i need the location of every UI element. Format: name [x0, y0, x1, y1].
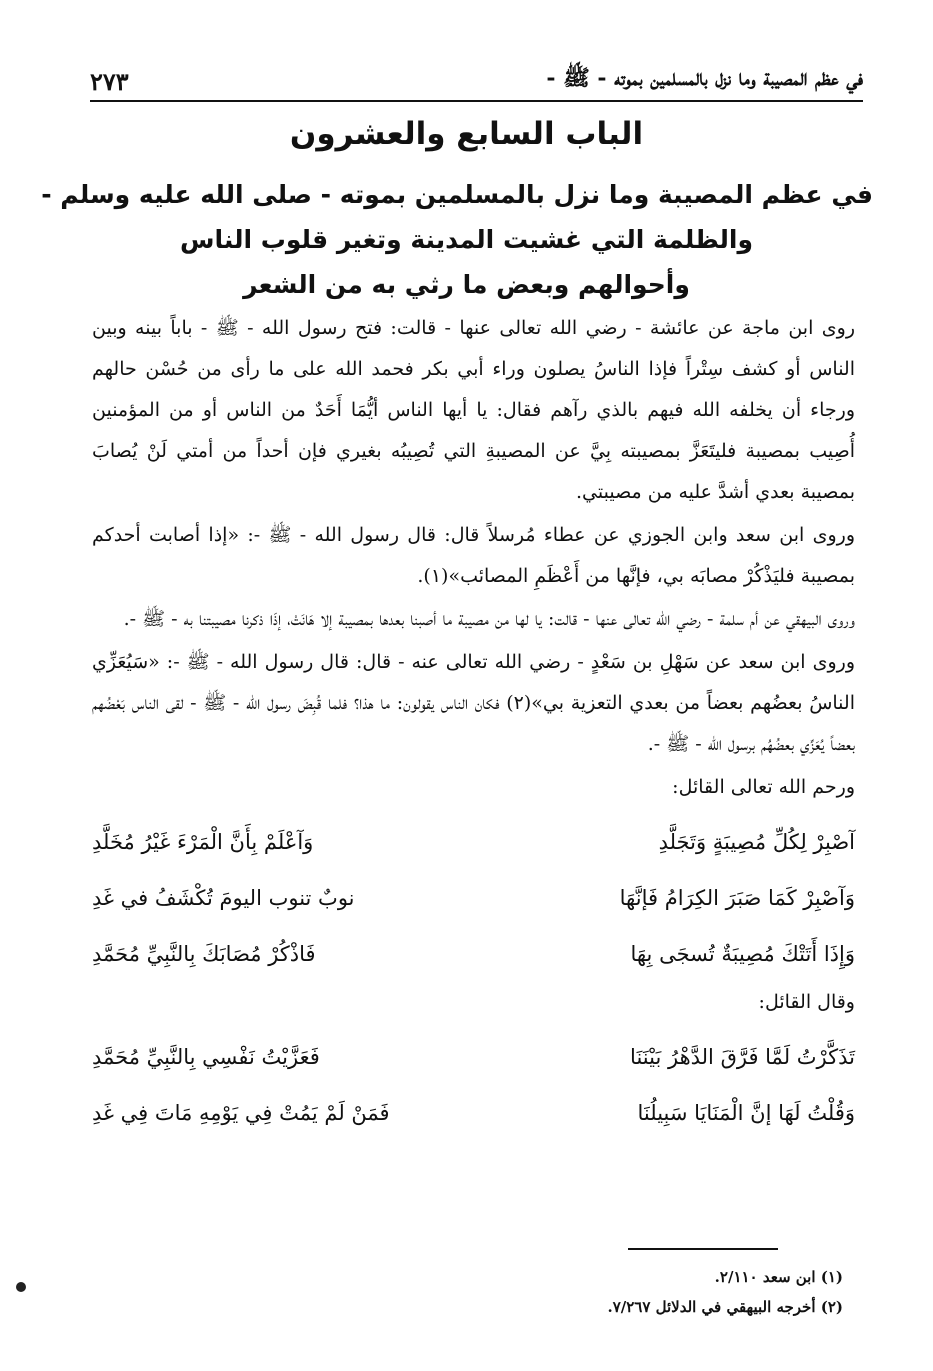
chapter-title: الباب السابع والعشرون — [289, 116, 644, 152]
subtitle-line: في عظم المصيبة وما نزل بالمسلمين بموته - صلى الله عليه وسلم - — [41, 180, 873, 209]
poem-verse — [92, 926, 855, 982]
poem — [92, 814, 855, 982]
body-text — [92, 308, 855, 1141]
verse-first-hemistich: آصْبِرْ لِكُلِّ مُصِيبَةٍ وَتَجَلَّدِ — [658, 829, 855, 854]
verse-second-hemistich: فَعَزَّيْتُ نَفْسِي بِالنَّبِيِّ مُحَمَّدِ — [92, 1044, 320, 1069]
paragraph: وروى البيهقي عن أم سلمة - رضي الله تعالى عنها - قالت: يا لها من مصيبة ما أصبنا بعدها بمصيبة إلا هَانَتْ، إذَا ذكرنا مصيبتنا به - ﷺ -. — [123, 608, 855, 630]
poem — [92, 1029, 855, 1141]
paragraph: وروى ابن سعد وابن الجوزي عن عطاء مُرسلاً قال: قال رسول الله - ﷺ -: «إذا أصابت أحدكم بمصيبة فليَذْكُرْ مصابَه بي، فإنَّها من أَعْظَمِ المصائب»(١). — [92, 524, 855, 587]
footnote: (١) ابن سعد ٢/١١٠. — [714, 1268, 843, 1286]
footnotes — [300, 1262, 843, 1322]
footnote-divider — [628, 1248, 778, 1250]
verse-first-hemistich: تَذَكَّرْتُ لَمَّا فَرَّقَ الدَّهْرُ بَيْنَنَا — [630, 1044, 855, 1069]
verse-second-hemistich: وَآعْلَمْ بِأَنَّ الْمَرْءَ غَيْرُ مُخَلَّدِ — [92, 829, 314, 854]
poem-intro: وقال القائل: — [758, 991, 855, 1013]
paragraph: وروى ابن سعد عن سَهْلِ بن سَعْدٍ - رضي الله تعالى عنه - قال: قال رسول الله - ﷺ -: «سَيُعَزِّي الناسُ بعضُهم بعضاً من بعدي التعزية بي»(٢) فكان الناس يقولون: ما هذا؟ فلما قُبِضَ رسول الله - ﷺ - لقى الناس بَعْضُهم بعضاً يُعَزِّي بعضُهُم برسول الله - ﷺ -. — [92, 651, 855, 755]
verse-first-hemistich: وَقُلْتُ لَهَا إنَّ الْمَنَايَا سَبِيلُنَا — [637, 1100, 855, 1125]
poem-verse — [92, 870, 855, 926]
page-number: ٢٧٣ — [90, 67, 129, 96]
running-header — [90, 52, 863, 102]
poem-intro: ورحم الله تعالى القائل: — [672, 776, 855, 798]
verse-first-hemistich: وَآصْبِرْ كَمَا صَبَرَ الكِرَامُ فَإنَّهَا — [619, 885, 855, 910]
verse-second-hemistich: فَاذْكُرْ مُصَابَكَ بِالنَّبِيِّ مُحَمَّدِ — [92, 941, 316, 966]
verse-second-hemistich: فَمَنْ لَمْ يَمُتْ فِي يَوْمِهِ مَاتَ فِي غَدِ — [92, 1100, 390, 1125]
poem-verse — [92, 814, 855, 870]
subtitle-line: والظلمة التي غشيت المدينة وتغير قلوب الناس — [180, 225, 753, 254]
ink-dot — [16, 1282, 26, 1292]
poem-verse — [92, 1085, 855, 1141]
chapter-subtitle — [41, 172, 873, 307]
paragraph: روى ابن ماجة عن عائشة - رضي الله تعالى عنها - قالت: فتح رسول الله - ﷺ - باباً بينه وبين الناس أو كشف سِتْراً فإذا الناسُ يصلون وراء أبي بكر فحمد الله على ما رأى من حُسْن حالهم ورجاء أن يخلفه الله فيهم بالذي رآهم فقال: يا أيها الناس أيُّمَا أَحَدٌ من الناس أو من المؤمنين أُصِيب بمصيبة فليتَعَزَّ بمصيبته بِيَّ عن المصيبةِ التي تُصِيبُه بغيري فإن أحداً من أمتي لَنْ يُصابَ بمصيبة بعدي أشدَّ عليه من مصيبتي. — [92, 317, 855, 503]
poem-verse — [92, 1029, 855, 1085]
running-title: في عظم المصيبة وما نزل بالمسلمين بموته - ﷺ - — [546, 65, 863, 91]
verse-first-hemistich: وَإِذَا أَتَتْكَ مُصِيبَةٌ تُسجَى بِهَا — [630, 941, 855, 966]
verse-second-hemistich: نوبٌ تنوب اليومَ تُكْشَفُ في غَدِ — [92, 885, 355, 910]
footnote: (٢) أخرجه البيهقي في الدلائل ٧/٢٦٧. — [607, 1298, 843, 1316]
subtitle-line: وأحوالهم وبعض ما رثي به من الشعر — [243, 270, 690, 299]
